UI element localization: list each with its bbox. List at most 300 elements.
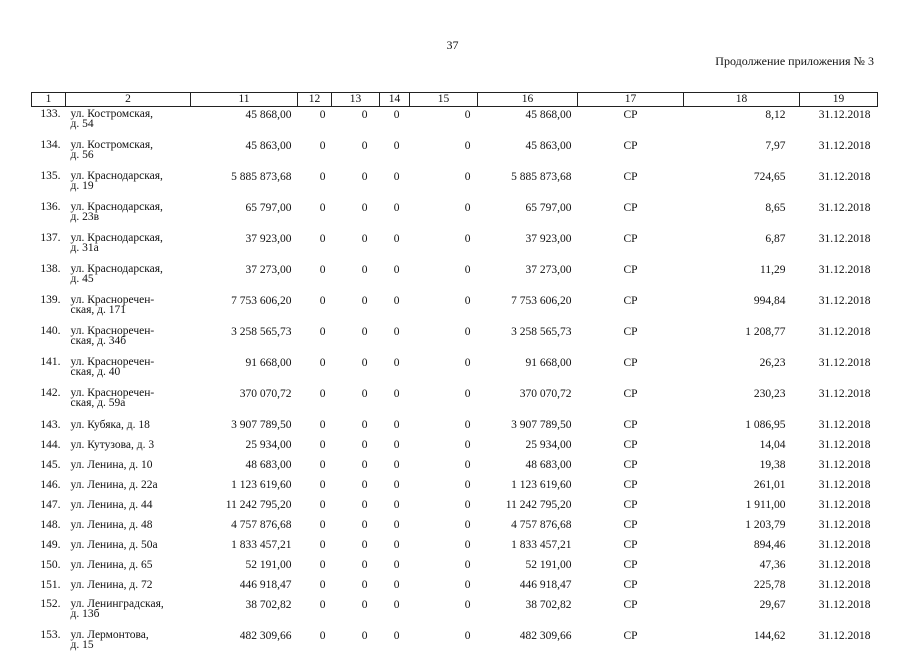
col-14-value: 0 (380, 477, 410, 497)
address-line-1: ул. Ленина, д. 50а (71, 540, 191, 550)
row-number: 138. (32, 262, 66, 293)
col-13-value: 0 (332, 107, 380, 139)
col-11-value: 37 923,00 (191, 231, 298, 262)
col-11-value: 7 753 606,20 (191, 293, 298, 324)
col-17-value: СР (578, 138, 684, 169)
row-number: 145. (32, 457, 66, 477)
table-row (32, 477, 878, 497)
col-16-value: 45 863,00 (478, 138, 578, 169)
col-13-value: 0 (332, 200, 380, 231)
col-18-value: 225,78 (684, 577, 800, 597)
col-14-value: 0 (380, 517, 410, 537)
address-line-1: ул. Костромская, (71, 140, 191, 150)
address-cell (66, 138, 191, 169)
col-11-value: 1 123 619,60 (191, 477, 298, 497)
col-19-value: 31.12.2018 (800, 537, 878, 557)
col-15-value: 0 (410, 557, 478, 577)
col-15-value: 0 (410, 417, 478, 437)
address-line-2: д. 23в (71, 212, 191, 222)
col-15-value: 0 (410, 169, 478, 200)
col-18-value: 1 203,79 (684, 517, 800, 537)
col-13-value: 0 (332, 537, 380, 557)
col-15-value: 0 (410, 293, 478, 324)
address-line-1: ул. Кутузова, д. 3 (71, 440, 191, 450)
address-cell (66, 577, 191, 597)
row-number: 150. (32, 557, 66, 577)
col-11-value: 52 191,00 (191, 557, 298, 577)
row-number: 149. (32, 537, 66, 557)
col-17-value: СР (578, 577, 684, 597)
address-cell (66, 517, 191, 537)
col-18-value: 261,01 (684, 477, 800, 497)
col-12-value: 0 (298, 517, 332, 537)
column-header: 11 (191, 93, 298, 107)
table-row (32, 417, 878, 437)
column-header: 18 (684, 93, 800, 107)
col-17-value: СР (578, 557, 684, 577)
col-18-value: 894,46 (684, 537, 800, 557)
col-11-value: 446 918,47 (191, 577, 298, 597)
col-19-value: 31.12.2018 (800, 262, 878, 293)
col-12-value: 0 (298, 324, 332, 355)
row-number: 133. (32, 107, 66, 139)
col-12-value: 0 (298, 437, 332, 457)
row-number: 151. (32, 577, 66, 597)
col-12-value: 0 (298, 293, 332, 324)
col-13-value: 0 (332, 293, 380, 324)
col-16-value: 45 868,00 (478, 107, 578, 139)
row-number: 136. (32, 200, 66, 231)
col-11-value: 11 242 795,20 (191, 497, 298, 517)
address-line-2: ская, д. 59а (71, 398, 191, 408)
col-11-value: 4 757 876,68 (191, 517, 298, 537)
col-12-value: 0 (298, 477, 332, 497)
address-line-1: ул. Красноречен- (71, 388, 191, 398)
col-18-value: 724,65 (684, 169, 800, 200)
col-19-value: 31.12.2018 (800, 477, 878, 497)
col-16-value: 370 070,72 (478, 386, 578, 417)
col-19-value: 31.12.2018 (800, 231, 878, 262)
col-14-value: 0 (380, 577, 410, 597)
address-line-1: ул. Красноречен- (71, 357, 191, 367)
table-row (32, 107, 878, 139)
col-13-value: 0 (332, 597, 380, 628)
col-13-value: 0 (332, 169, 380, 200)
col-15-value: 0 (410, 355, 478, 386)
address-cell (66, 355, 191, 386)
col-14-value: 0 (380, 293, 410, 324)
col-12-value: 0 (298, 597, 332, 628)
col-16-value: 4 757 876,68 (478, 517, 578, 537)
col-13-value: 0 (332, 386, 380, 417)
table-body (32, 107, 878, 659)
col-12-value: 0 (298, 169, 332, 200)
row-number: 147. (32, 497, 66, 517)
col-11-value: 1 833 457,21 (191, 537, 298, 557)
col-12-value: 0 (298, 138, 332, 169)
address-line-1: ул. Ленина, д. 44 (71, 500, 191, 510)
col-15-value: 0 (410, 262, 478, 293)
col-17-value: СР (578, 200, 684, 231)
address-cell (66, 293, 191, 324)
col-13-value: 0 (332, 437, 380, 457)
col-12-value: 0 (298, 417, 332, 437)
col-18-value: 14,04 (684, 437, 800, 457)
col-11-value: 3 907 789,50 (191, 417, 298, 437)
address-line-1: ул. Красноречен- (71, 326, 191, 336)
column-header: 15 (410, 93, 478, 107)
col-11-value: 65 797,00 (191, 200, 298, 231)
col-13-value: 0 (332, 231, 380, 262)
col-19-value: 31.12.2018 (800, 386, 878, 417)
address-line-1: ул. Ленина, д. 22а (71, 480, 191, 490)
col-16-value: 38 702,82 (478, 597, 578, 628)
row-number: 153. (32, 628, 66, 659)
col-19-value: 31.12.2018 (800, 597, 878, 628)
address-cell (66, 386, 191, 417)
col-12-value: 0 (298, 628, 332, 659)
column-header: 12 (298, 93, 332, 107)
col-15-value: 0 (410, 138, 478, 169)
col-15-value: 0 (410, 497, 478, 517)
address-line-2: д. 31а (71, 243, 191, 253)
col-15-value: 0 (410, 628, 478, 659)
col-11-value: 45 868,00 (191, 107, 298, 139)
table-row (32, 231, 878, 262)
col-17-value: СР (578, 537, 684, 557)
col-16-value: 1 123 619,60 (478, 477, 578, 497)
col-18-value: 19,38 (684, 457, 800, 477)
row-number: 142. (32, 386, 66, 417)
col-12-value: 0 (298, 457, 332, 477)
col-14-value: 0 (380, 107, 410, 139)
col-18-value: 1 086,95 (684, 417, 800, 437)
col-19-value: 31.12.2018 (800, 138, 878, 169)
col-13-value: 0 (332, 457, 380, 477)
address-line-1: ул. Ленинградская, (71, 599, 191, 609)
row-number: 134. (32, 138, 66, 169)
table-row (32, 355, 878, 386)
col-15-value: 0 (410, 477, 478, 497)
column-header: 13 (332, 93, 380, 107)
address-line-2: ская, д. 34б (71, 336, 191, 346)
col-19-value: 31.12.2018 (800, 437, 878, 457)
col-11-value: 38 702,82 (191, 597, 298, 628)
col-14-value: 0 (380, 138, 410, 169)
column-header: 16 (478, 93, 578, 107)
address-cell (66, 537, 191, 557)
col-19-value: 31.12.2018 (800, 577, 878, 597)
col-14-value: 0 (380, 628, 410, 659)
col-11-value: 91 668,00 (191, 355, 298, 386)
address-cell (66, 557, 191, 577)
col-14-value: 0 (380, 457, 410, 477)
col-19-value: 31.12.2018 (800, 200, 878, 231)
col-18-value: 8,12 (684, 107, 800, 139)
col-11-value: 5 885 873,68 (191, 169, 298, 200)
col-12-value: 0 (298, 557, 332, 577)
address-line-1: ул. Красноречен- (71, 295, 191, 305)
col-17-value: СР (578, 262, 684, 293)
col-12-value: 0 (298, 262, 332, 293)
col-16-value: 91 668,00 (478, 355, 578, 386)
col-19-value: 31.12.2018 (800, 517, 878, 537)
row-number: 135. (32, 169, 66, 200)
address-line-2: ская, д. 171 (71, 305, 191, 315)
col-12-value: 0 (298, 386, 332, 417)
col-15-value: 0 (410, 200, 478, 231)
col-18-value: 144,62 (684, 628, 800, 659)
col-15-value: 0 (410, 386, 478, 417)
col-13-value: 0 (332, 517, 380, 537)
col-17-value: СР (578, 355, 684, 386)
col-14-value: 0 (380, 537, 410, 557)
col-17-value: СР (578, 477, 684, 497)
address-cell (66, 107, 191, 139)
address-cell (66, 628, 191, 659)
row-number: 146. (32, 477, 66, 497)
col-17-value: СР (578, 169, 684, 200)
col-17-value: СР (578, 231, 684, 262)
col-19-value: 31.12.2018 (800, 457, 878, 477)
col-13-value: 0 (332, 324, 380, 355)
col-14-value: 0 (380, 231, 410, 262)
col-18-value: 230,23 (684, 386, 800, 417)
address-cell (66, 497, 191, 517)
col-17-value: СР (578, 437, 684, 457)
col-16-value: 48 683,00 (478, 457, 578, 477)
col-16-value: 446 918,47 (478, 577, 578, 597)
table-row (32, 437, 878, 457)
col-12-value: 0 (298, 355, 332, 386)
col-18-value: 26,23 (684, 355, 800, 386)
continuation-note: Продолжение приложения № 3 (715, 54, 874, 69)
col-19-value: 31.12.2018 (800, 417, 878, 437)
col-16-value: 3 258 565,73 (478, 324, 578, 355)
column-header: 2 (66, 93, 191, 107)
col-19-value: 31.12.2018 (800, 628, 878, 659)
table-row (32, 138, 878, 169)
col-14-value: 0 (380, 169, 410, 200)
col-14-value: 0 (380, 355, 410, 386)
col-12-value: 0 (298, 577, 332, 597)
table-row (32, 577, 878, 597)
col-16-value: 52 191,00 (478, 557, 578, 577)
col-15-value: 0 (410, 231, 478, 262)
col-17-value: СР (578, 324, 684, 355)
col-17-value: СР (578, 457, 684, 477)
col-13-value: 0 (332, 557, 380, 577)
col-17-value: СР (578, 517, 684, 537)
col-19-value: 31.12.2018 (800, 107, 878, 139)
col-11-value: 48 683,00 (191, 457, 298, 477)
address-cell (66, 457, 191, 477)
col-11-value: 482 309,66 (191, 628, 298, 659)
col-13-value: 0 (332, 417, 380, 437)
col-17-value: СР (578, 497, 684, 517)
col-12-value: 0 (298, 497, 332, 517)
address-line-2: д. 19 (71, 181, 191, 191)
col-13-value: 0 (332, 497, 380, 517)
row-number: 152. (32, 597, 66, 628)
col-15-value: 0 (410, 597, 478, 628)
row-number: 139. (32, 293, 66, 324)
col-14-value: 0 (380, 324, 410, 355)
col-14-value: 0 (380, 386, 410, 417)
col-11-value: 37 273,00 (191, 262, 298, 293)
col-16-value: 37 273,00 (478, 262, 578, 293)
address-cell (66, 324, 191, 355)
col-18-value: 994,84 (684, 293, 800, 324)
col-12-value: 0 (298, 107, 332, 139)
col-16-value: 65 797,00 (478, 200, 578, 231)
col-11-value: 370 070,72 (191, 386, 298, 417)
col-15-value: 0 (410, 577, 478, 597)
address-line-2: д. 15 (71, 640, 191, 650)
col-14-value: 0 (380, 497, 410, 517)
col-14-value: 0 (380, 557, 410, 577)
address-line-2: д. 54 (71, 119, 191, 129)
col-14-value: 0 (380, 262, 410, 293)
col-16-value: 1 833 457,21 (478, 537, 578, 557)
col-18-value: 47,36 (684, 557, 800, 577)
col-14-value: 0 (380, 597, 410, 628)
col-18-value: 6,87 (684, 231, 800, 262)
table-row (32, 324, 878, 355)
col-17-value: СР (578, 417, 684, 437)
column-header: 1 (32, 93, 66, 107)
col-16-value: 3 907 789,50 (478, 417, 578, 437)
col-18-value: 1 208,77 (684, 324, 800, 355)
table-row (32, 386, 878, 417)
col-19-value: 31.12.2018 (800, 355, 878, 386)
col-13-value: 0 (332, 355, 380, 386)
col-17-value: СР (578, 107, 684, 139)
col-19-value: 31.12.2018 (800, 169, 878, 200)
page-number: 37 (0, 38, 905, 53)
data-table (31, 92, 878, 659)
address-cell (66, 262, 191, 293)
table-row (32, 169, 878, 200)
row-number: 144. (32, 437, 66, 457)
address-line-2: ская, д. 40 (71, 367, 191, 377)
address-line-1: ул. Лермонтова, (71, 630, 191, 640)
col-15-value: 0 (410, 457, 478, 477)
table-row (32, 262, 878, 293)
col-18-value: 7,97 (684, 138, 800, 169)
col-16-value: 11 242 795,20 (478, 497, 578, 517)
col-17-value: СР (578, 628, 684, 659)
col-18-value: 1 911,00 (684, 497, 800, 517)
column-header: 17 (578, 93, 684, 107)
col-11-value: 3 258 565,73 (191, 324, 298, 355)
col-14-value: 0 (380, 437, 410, 457)
col-14-value: 0 (380, 200, 410, 231)
col-12-value: 0 (298, 200, 332, 231)
row-number: 141. (32, 355, 66, 386)
col-17-value: СР (578, 386, 684, 417)
col-19-value: 31.12.2018 (800, 497, 878, 517)
table-header-row (32, 93, 878, 107)
address-line-1: ул. Ленина, д. 65 (71, 560, 191, 570)
address-line-1: ул. Ленина, д. 10 (71, 460, 191, 470)
col-16-value: 7 753 606,20 (478, 293, 578, 324)
col-11-value: 45 863,00 (191, 138, 298, 169)
col-13-value: 0 (332, 262, 380, 293)
address-cell (66, 417, 191, 437)
col-15-value: 0 (410, 517, 478, 537)
table-row (32, 497, 878, 517)
address-cell (66, 437, 191, 457)
address-line-1: ул. Ленина, д. 48 (71, 520, 191, 530)
address-line-1: ул. Краснодарская, (71, 264, 191, 274)
table-row (32, 557, 878, 577)
address-cell (66, 169, 191, 200)
address-line-1: ул. Ленина, д. 72 (71, 580, 191, 590)
address-line-1: ул. Краснодарская, (71, 233, 191, 243)
col-19-value: 31.12.2018 (800, 324, 878, 355)
table-row (32, 457, 878, 477)
address-line-1: ул. Кубяка, д. 18 (71, 420, 191, 430)
col-15-value: 0 (410, 324, 478, 355)
address-line-1: ул. Костромская, (71, 109, 191, 119)
col-11-value: 25 934,00 (191, 437, 298, 457)
row-number: 140. (32, 324, 66, 355)
table-row (32, 517, 878, 537)
table-row (32, 628, 878, 659)
col-18-value: 29,67 (684, 597, 800, 628)
col-18-value: 11,29 (684, 262, 800, 293)
table-row (32, 537, 878, 557)
address-line-2: д. 45 (71, 274, 191, 284)
col-12-value: 0 (298, 231, 332, 262)
row-number: 148. (32, 517, 66, 537)
col-16-value: 482 309,66 (478, 628, 578, 659)
column-header: 19 (800, 93, 878, 107)
address-cell (66, 200, 191, 231)
address-line-1: ул. Краснодарская, (71, 202, 191, 212)
table-row (32, 597, 878, 628)
row-number: 143. (32, 417, 66, 437)
col-15-value: 0 (410, 437, 478, 457)
address-cell (66, 231, 191, 262)
col-12-value: 0 (298, 537, 332, 557)
col-13-value: 0 (332, 628, 380, 659)
col-15-value: 0 (410, 537, 478, 557)
col-18-value: 8,65 (684, 200, 800, 231)
col-19-value: 31.12.2018 (800, 293, 878, 324)
col-16-value: 5 885 873,68 (478, 169, 578, 200)
table-row (32, 200, 878, 231)
col-17-value: СР (578, 597, 684, 628)
col-16-value: 25 934,00 (478, 437, 578, 457)
row-number: 137. (32, 231, 66, 262)
column-header: 14 (380, 93, 410, 107)
col-13-value: 0 (332, 477, 380, 497)
address-cell (66, 597, 191, 628)
col-13-value: 0 (332, 577, 380, 597)
col-13-value: 0 (332, 138, 380, 169)
col-14-value: 0 (380, 417, 410, 437)
col-17-value: СР (578, 293, 684, 324)
col-15-value: 0 (410, 107, 478, 139)
address-cell (66, 477, 191, 497)
table-row (32, 293, 878, 324)
col-16-value: 37 923,00 (478, 231, 578, 262)
address-line-2: д. 13б (71, 609, 191, 619)
address-line-1: ул. Краснодарская, (71, 171, 191, 181)
address-line-2: д. 56 (71, 150, 191, 160)
